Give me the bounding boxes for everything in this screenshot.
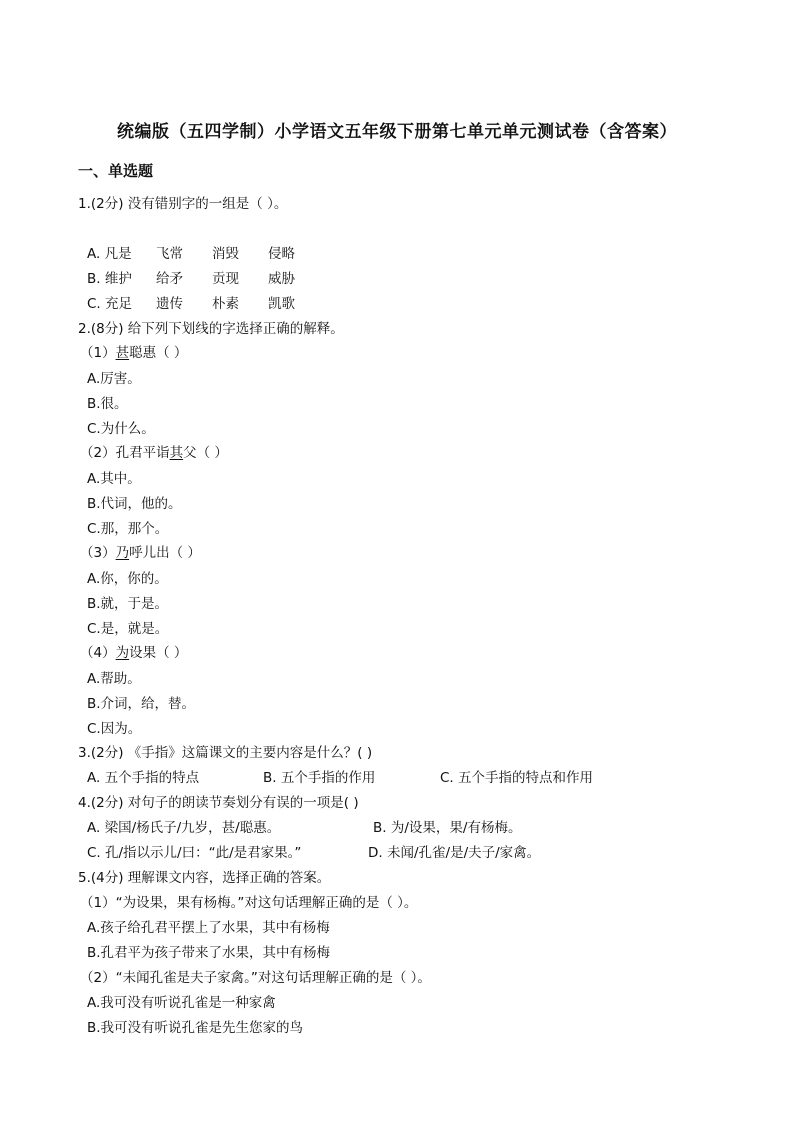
option: A. 五个手指的特点 (87, 770, 200, 786)
option: A.厉害。 (87, 371, 141, 387)
word: 凯歌 (268, 296, 295, 312)
word: 消毁 (212, 246, 239, 262)
question-2-sub-2 (80, 444, 228, 462)
option: C. 五个手指的特点和作用 (440, 770, 594, 786)
question-2-sub-4 (80, 644, 187, 662)
sub-suffix: 父（ ） (183, 445, 228, 461)
question-1-option-row (87, 295, 295, 313)
word: 侵略 (268, 246, 295, 262)
sub-prefix: （1） (80, 345, 116, 361)
question-5-stem: 5.(4分) 理解课文内容，选择正确的答案。 (78, 870, 331, 886)
option: A.你，你的。 (87, 571, 168, 587)
word: 威胁 (268, 271, 295, 287)
option: B. 五个手指的作用 (263, 770, 376, 786)
underlined-char: 乃 (115, 545, 130, 561)
option: C.那，那个。 (87, 521, 169, 537)
question-4-options-row (87, 844, 540, 862)
option: B.我可没有听说孔雀是先生您家的鸟 (87, 1020, 304, 1036)
option: C.为什么。 (87, 421, 155, 437)
word: 贡现 (212, 271, 239, 287)
sub-prefix: （4） (80, 645, 116, 661)
sub-suffix: 设果（ ） (129, 645, 188, 661)
section-heading: 一、单选题 (78, 162, 154, 180)
question-1-option-row (87, 245, 295, 263)
option: A.我可没有听说孔雀是一种家禽 (87, 995, 276, 1011)
word: 给矛 (156, 271, 183, 287)
option: A.孩子给孔君平摆上了水果，其中有杨梅 (87, 920, 330, 936)
sub-prefix: （2）孔君平诣 (80, 445, 170, 461)
word: 飞常 (156, 246, 183, 262)
question-2-sub-3 (80, 544, 201, 562)
question-5-sub-2: （2）“未闻孔雀是夫子家禽。”对这句话理解正确的是（ ）。 (80, 970, 431, 986)
question-3-options (87, 769, 593, 787)
question-3-stem: 3.(2分) 《手指》这篇课文的主要内容是什么？( ) (78, 745, 373, 761)
option: B.代词，他的。 (87, 496, 182, 512)
option: C.是，就是。 (87, 621, 169, 637)
question-4-stem: 4.(2分) 对句子的朗读节奏划分有误的一项是( ) (78, 795, 359, 811)
option: B.就，于是。 (87, 596, 169, 612)
option: B. 为/设果，果/有杨梅。 (373, 820, 522, 836)
question-1-option-row (87, 270, 295, 288)
underlined-char: 为 (115, 645, 130, 661)
word: A. 凡是 (87, 246, 132, 262)
option: B.介词，给，替。 (87, 696, 196, 712)
page-title: 统编版（五四学制）小学语文五年级下册第七单元单元测试卷（含答案） (117, 122, 677, 142)
option: D. 未闻/孔雀/是/夫子/家禽。 (368, 845, 541, 861)
option: A.其中。 (87, 471, 141, 487)
underlined-char: 其 (169, 445, 184, 461)
option: C.因为。 (87, 721, 142, 737)
option: A.帮助。 (87, 671, 141, 687)
option: A. 梁国/杨氏子/九岁，甚/聪惠。 (87, 820, 281, 836)
question-1-stem: 1.(2分) 没有错别字的一组是（ ）。 (78, 196, 288, 212)
word: B. 维护 (87, 271, 132, 287)
option: C. 孔/指以示儿/曰：“此/是君家果。” (87, 845, 302, 861)
underlined-char: 甚 (115, 345, 130, 361)
question-4-options-row (87, 819, 521, 837)
question-5-sub-1: （1）“为设果，果有杨梅。”对这句话理解正确的是（ ）。 (80, 895, 418, 911)
word: 朴素 (212, 296, 239, 312)
sub-suffix: 呼儿出（ ） (129, 545, 201, 561)
option: B.孔君平为孩子带来了水果，其中有杨梅 (87, 945, 331, 961)
word: 遗传 (156, 296, 183, 312)
sub-prefix: （3） (80, 545, 116, 561)
question-2-sub-1 (80, 344, 187, 362)
option: B.很。 (87, 396, 128, 412)
question-2-stem: 2.(8分) 给下列下划线的字选择正确的解释。 (78, 321, 344, 337)
word: C. 充足 (87, 296, 133, 312)
sub-suffix: 聪惠（ ） (129, 345, 188, 361)
